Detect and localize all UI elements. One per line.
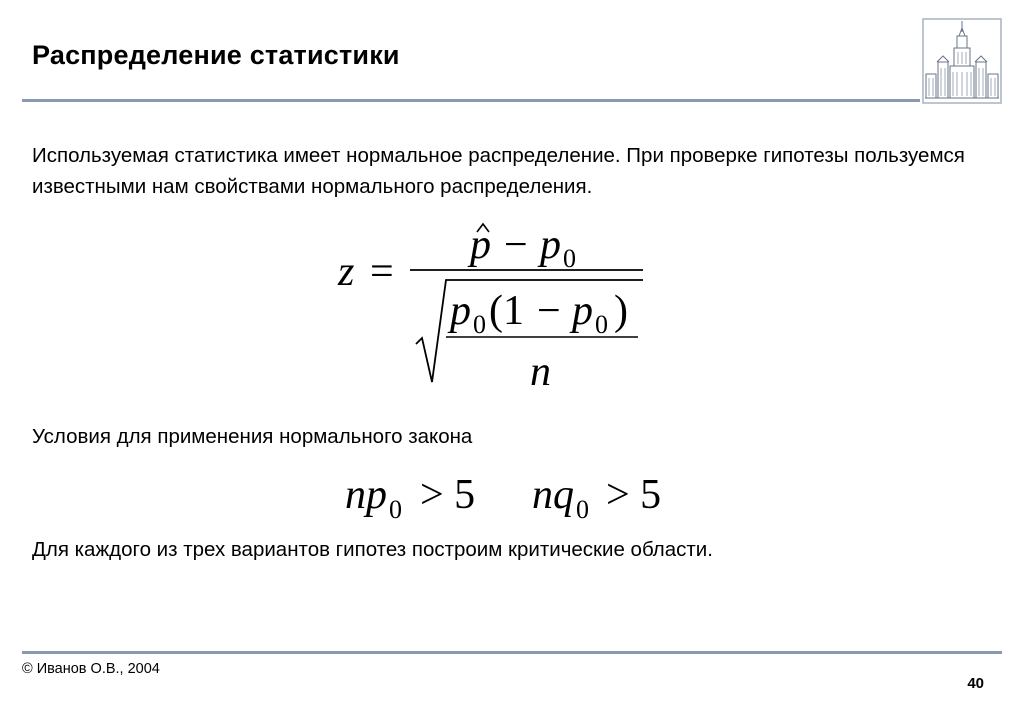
formula-sub0-den2: 0 [595,310,608,339]
formula-sub0-den: 0 [473,310,486,339]
formula-close-paren: ) [614,288,628,334]
formula-p0-num: p [540,222,561,268]
intro-paragraph: Используемая статистика имеет нормальное распределение. При проверке гипотезы пользуемся известными нам свойствами нормального распределения. [32,144,965,198]
cond1-p: p [366,472,387,518]
university-building-logo [922,18,1002,104]
cond1-n: n [345,472,366,518]
formula-z-symbol: z [338,249,355,295]
cond2-sub0: 0 [576,495,589,524]
formula-minus-den: − [537,288,561,334]
formula-p0-den: p [450,288,471,334]
formula-phat: p [470,222,491,268]
critical-regions-paragraph: Для каждого из трех вариантов гипотез построим критические области. [32,538,713,561]
conditions-paragraph: Условия для применения нормального закона [32,425,473,448]
cond1-sub0: 0 [389,495,402,524]
z-statistic-formula [330,222,660,402]
cond2-relation: > 5 [606,472,662,518]
cond1-relation: > 5 [420,472,476,518]
formula-p0-den2: p [572,288,593,334]
footer-divider [22,651,1002,654]
formula-sub0-num: 0 [563,244,576,273]
formula-n: n [530,349,551,395]
slide-title: Распределение статистики [32,40,400,70]
copyright-text: © Иванов О.В., 2004 [22,661,160,677]
formula-equals: = [370,249,394,295]
cond2-q: q [553,472,574,518]
title-divider [22,99,920,102]
page-number: 40 [967,675,984,692]
normal-law-conditions [340,468,680,528]
formula-minus: − [504,222,528,268]
cond2-n: n [532,472,553,518]
formula-open-paren: (1 [489,288,524,334]
